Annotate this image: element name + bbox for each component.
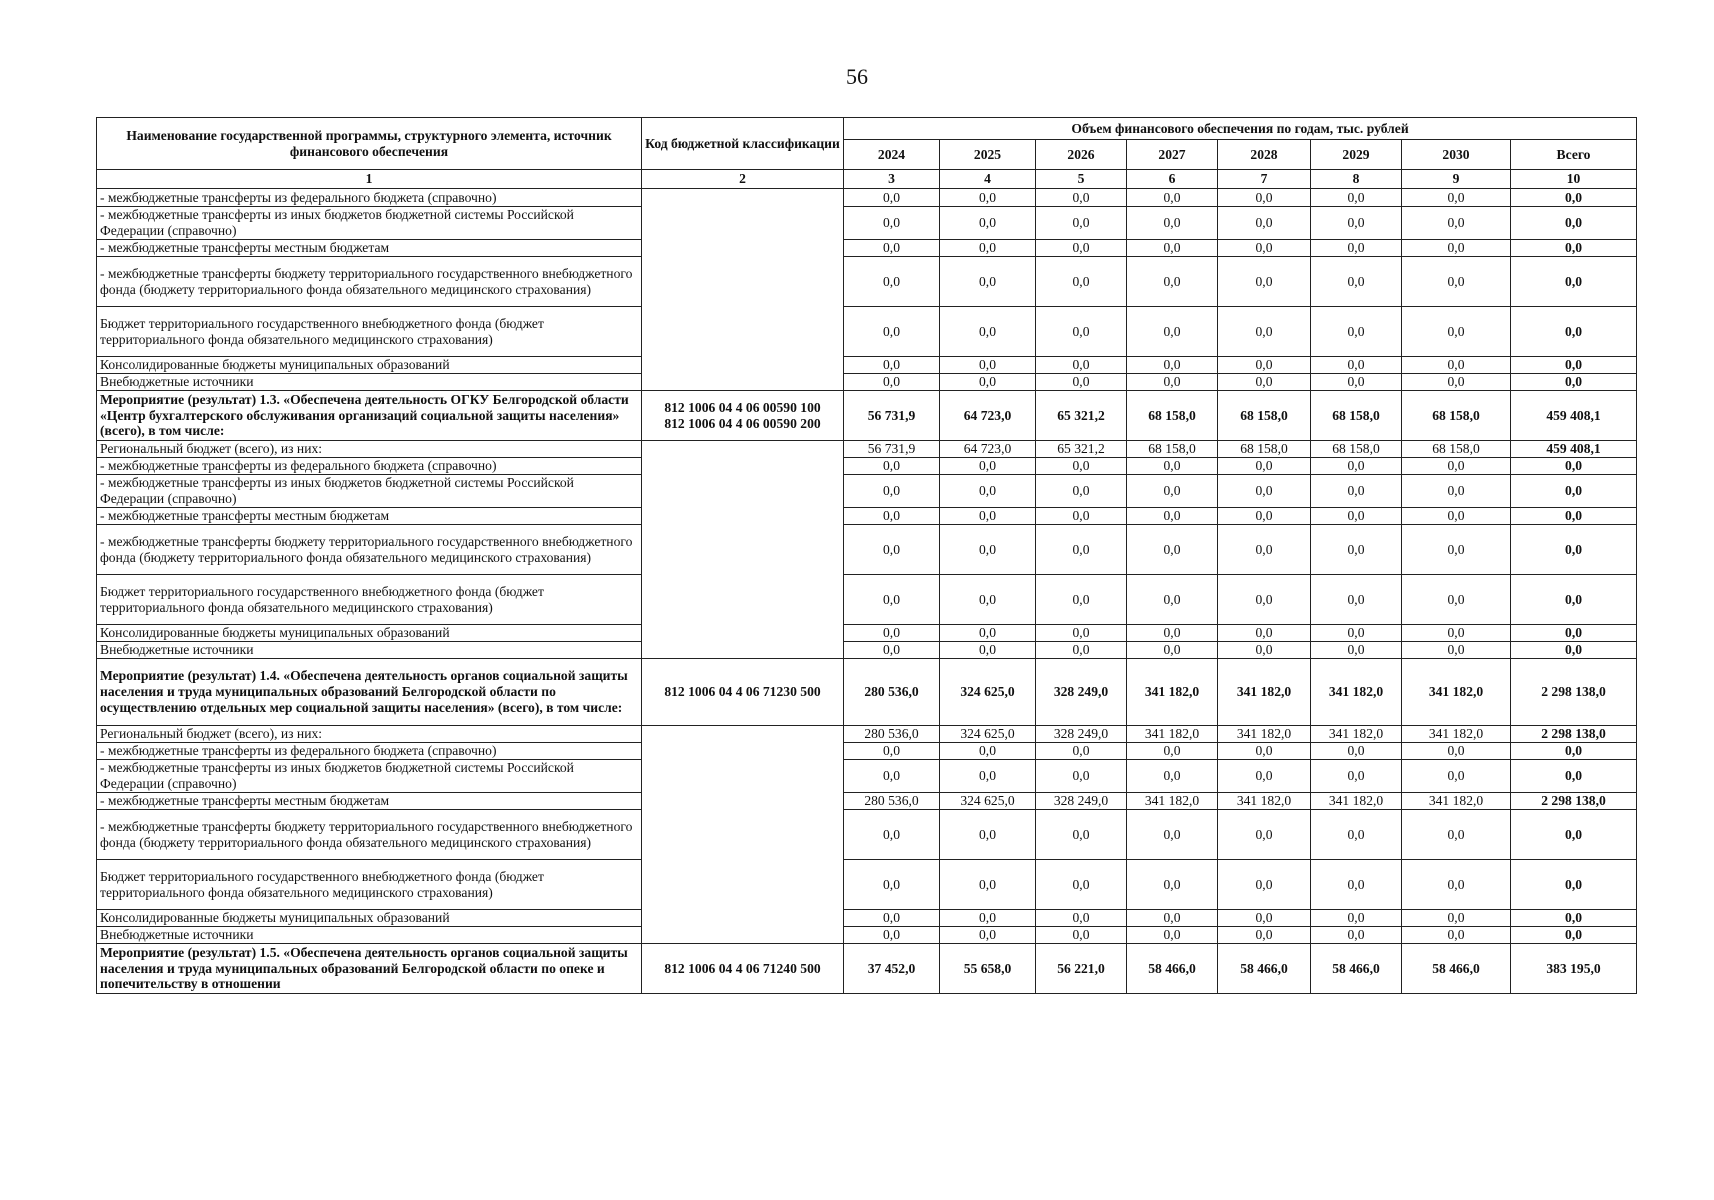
year-value-2026: 0,0 — [1036, 458, 1127, 475]
budget-code — [642, 726, 844, 944]
year-value-2026: 0,0 — [1036, 307, 1127, 357]
year-value-2030: 0,0 — [1402, 927, 1511, 944]
year-value-2024: 0,0 — [844, 810, 940, 860]
year-value-2024: 0,0 — [844, 508, 940, 525]
row-name: Мероприятие (результат) 1.3. «Обеспечена деятельность ОГКУ Белгородской области «Центр бухгалтерского обслуживания организаций социальной защиты населения» (всего), в том числе: — [97, 391, 642, 441]
year-value-2030: 0,0 — [1402, 207, 1511, 240]
year-value-2029: 341 182,0 — [1311, 659, 1402, 726]
header-year: 2024 — [844, 140, 940, 170]
row-name: Внебюджетные источники — [97, 642, 642, 659]
year-value-2028: 0,0 — [1218, 189, 1311, 207]
year-value-2027: 341 182,0 — [1127, 793, 1218, 810]
year-value-2029: 0,0 — [1311, 257, 1402, 307]
table-row — [97, 760, 1637, 793]
budget-code — [642, 189, 844, 391]
year-value-2028: 0,0 — [1218, 625, 1311, 642]
year-value-2027: 0,0 — [1127, 743, 1218, 760]
year-value-2026: 0,0 — [1036, 910, 1127, 927]
year-value-2026: 0,0 — [1036, 625, 1127, 642]
year-value-2025: 0,0 — [940, 458, 1036, 475]
year-value-2025: 64 723,0 — [940, 391, 1036, 441]
total-value: 0,0 — [1511, 910, 1637, 927]
year-value-2028: 0,0 — [1218, 910, 1311, 927]
header-volume: Объем финансового обеспечения по годам, тыс. рублей — [844, 118, 1637, 140]
header-year: 2026 — [1036, 140, 1127, 170]
year-value-2025: 55 658,0 — [940, 944, 1036, 994]
year-value-2028: 341 182,0 — [1218, 726, 1311, 743]
year-value-2026: 56 221,0 — [1036, 944, 1127, 994]
table-row — [97, 575, 1637, 625]
year-value-2024: 37 452,0 — [844, 944, 940, 994]
header-year: 2028 — [1218, 140, 1311, 170]
total-value: 0,0 — [1511, 508, 1637, 525]
year-value-2028: 0,0 — [1218, 307, 1311, 357]
year-value-2029: 0,0 — [1311, 240, 1402, 257]
year-value-2027: 0,0 — [1127, 508, 1218, 525]
year-value-2029: 341 182,0 — [1311, 793, 1402, 810]
budget-code: 812 1006 04 4 06 00590 100 812 1006 04 4 06 00590 200 — [642, 391, 844, 441]
year-value-2028: 0,0 — [1218, 508, 1311, 525]
column-index-row — [97, 170, 1637, 189]
year-value-2030: 341 182,0 — [1402, 793, 1511, 810]
year-value-2027: 0,0 — [1127, 810, 1218, 860]
year-value-2029: 0,0 — [1311, 625, 1402, 642]
year-value-2026: 0,0 — [1036, 760, 1127, 793]
year-value-2025: 0,0 — [940, 760, 1036, 793]
year-value-2027: 341 182,0 — [1127, 659, 1218, 726]
year-value-2024: 0,0 — [844, 458, 940, 475]
header-code: Код бюджетной классификации — [642, 118, 844, 170]
year-value-2028: 341 182,0 — [1218, 659, 1311, 726]
year-value-2029: 341 182,0 — [1311, 726, 1402, 743]
year-value-2024: 0,0 — [844, 189, 940, 207]
total-value: 0,0 — [1511, 810, 1637, 860]
year-value-2029: 0,0 — [1311, 207, 1402, 240]
year-value-2027: 341 182,0 — [1127, 726, 1218, 743]
year-value-2030: 0,0 — [1402, 860, 1511, 910]
year-value-2030: 0,0 — [1402, 810, 1511, 860]
year-value-2026: 328 249,0 — [1036, 793, 1127, 810]
year-value-2025: 0,0 — [940, 207, 1036, 240]
year-value-2030: 0,0 — [1402, 357, 1511, 374]
table-row — [97, 625, 1637, 642]
budget-code: 812 1006 04 4 06 71240 500 — [642, 944, 844, 994]
year-value-2024: 280 536,0 — [844, 659, 940, 726]
total-value: 0,0 — [1511, 575, 1637, 625]
year-value-2030: 0,0 — [1402, 910, 1511, 927]
year-value-2030: 0,0 — [1402, 374, 1511, 391]
year-value-2025: 0,0 — [940, 525, 1036, 575]
table-row — [97, 860, 1637, 910]
column-index: 2 — [642, 170, 844, 189]
year-value-2027: 0,0 — [1127, 189, 1218, 207]
budget-code — [642, 441, 844, 659]
total-value: 0,0 — [1511, 257, 1637, 307]
table-row — [97, 659, 1637, 726]
row-name: Внебюджетные источники — [97, 927, 642, 944]
year-value-2024: 56 731,9 — [844, 391, 940, 441]
year-value-2028: 0,0 — [1218, 357, 1311, 374]
year-value-2027: 58 466,0 — [1127, 944, 1218, 994]
year-value-2026: 0,0 — [1036, 810, 1127, 860]
total-value: 0,0 — [1511, 760, 1637, 793]
year-value-2025: 0,0 — [940, 575, 1036, 625]
row-name: - межбюджетные трансферты бюджету территориального государственного внебюджетного фонда (бюджету территориального фонда обязательного медицинского страхования) — [97, 525, 642, 575]
total-value: 0,0 — [1511, 525, 1637, 575]
row-name: - межбюджетные трансферты из федерального бюджета (справочно) — [97, 189, 642, 207]
year-value-2026: 0,0 — [1036, 207, 1127, 240]
year-value-2029: 0,0 — [1311, 357, 1402, 374]
year-value-2024: 0,0 — [844, 207, 940, 240]
total-value: 0,0 — [1511, 927, 1637, 944]
year-value-2026: 0,0 — [1036, 743, 1127, 760]
table-row — [97, 508, 1637, 525]
year-value-2024: 0,0 — [844, 927, 940, 944]
year-value-2026: 0,0 — [1036, 508, 1127, 525]
column-index: 5 — [1036, 170, 1127, 189]
year-value-2025: 0,0 — [940, 642, 1036, 659]
total-value: 383 195,0 — [1511, 944, 1637, 994]
row-name: - межбюджетные трансферты бюджету территориального государственного внебюджетного фонда (бюджету территориального фонда обязательного медицинского страхования) — [97, 257, 642, 307]
year-value-2026: 0,0 — [1036, 357, 1127, 374]
year-value-2024: 0,0 — [844, 743, 940, 760]
year-value-2029: 0,0 — [1311, 374, 1402, 391]
header-year: 2030 — [1402, 140, 1511, 170]
year-value-2025: 0,0 — [940, 374, 1036, 391]
row-name: - межбюджетные трансферты из федерального бюджета (справочно) — [97, 458, 642, 475]
year-value-2025: 0,0 — [940, 625, 1036, 642]
header-year: 2027 — [1127, 140, 1218, 170]
year-value-2030: 0,0 — [1402, 307, 1511, 357]
year-value-2026: 0,0 — [1036, 257, 1127, 307]
table-row — [97, 944, 1637, 994]
year-value-2029: 0,0 — [1311, 189, 1402, 207]
year-value-2029: 0,0 — [1311, 927, 1402, 944]
year-value-2030: 0,0 — [1402, 525, 1511, 575]
row-name: Бюджет территориального государственного внебюджетного фонда (бюджет территориального фонда обязательного медицинского страхования) — [97, 860, 642, 910]
year-value-2025: 0,0 — [940, 810, 1036, 860]
column-index: 7 — [1218, 170, 1311, 189]
financing-table — [96, 117, 1637, 994]
year-value-2030: 0,0 — [1402, 743, 1511, 760]
year-value-2030: 0,0 — [1402, 508, 1511, 525]
column-index: 6 — [1127, 170, 1218, 189]
year-value-2027: 0,0 — [1127, 207, 1218, 240]
table-row — [97, 743, 1637, 760]
total-value: 0,0 — [1511, 207, 1637, 240]
row-name: - межбюджетные трансферты из иных бюджетов бюджетной системы Российской Федерации (справочно) — [97, 760, 642, 793]
year-value-2026: 0,0 — [1036, 860, 1127, 910]
total-value: 2 298 138,0 — [1511, 659, 1637, 726]
year-value-2025: 0,0 — [940, 189, 1036, 207]
year-value-2024: 0,0 — [844, 910, 940, 927]
row-name: Внебюджетные источники — [97, 374, 642, 391]
row-name: - межбюджетные трансферты бюджету территориального государственного внебюджетного фонда (бюджету территориального фонда обязательного медицинского страхования) — [97, 810, 642, 860]
row-name: - межбюджетные трансферты из иных бюджетов бюджетной системы Российской Федерации (справочно) — [97, 475, 642, 508]
year-value-2029: 68 158,0 — [1311, 391, 1402, 441]
year-value-2025: 0,0 — [940, 860, 1036, 910]
year-value-2029: 0,0 — [1311, 307, 1402, 357]
year-value-2024: 0,0 — [844, 760, 940, 793]
year-value-2024: 0,0 — [844, 240, 940, 257]
year-value-2029: 0,0 — [1311, 575, 1402, 625]
year-value-2027: 0,0 — [1127, 625, 1218, 642]
year-value-2030: 0,0 — [1402, 240, 1511, 257]
year-value-2024: 0,0 — [844, 374, 940, 391]
year-value-2025: 0,0 — [940, 357, 1036, 374]
year-value-2028: 0,0 — [1218, 927, 1311, 944]
row-name: - межбюджетные трансферты из иных бюджетов бюджетной системы Российской Федерации (справочно) — [97, 207, 642, 240]
total-value: 0,0 — [1511, 458, 1637, 475]
year-value-2027: 0,0 — [1127, 257, 1218, 307]
year-value-2030: 0,0 — [1402, 642, 1511, 659]
row-name: - межбюджетные трансферты местным бюджетам — [97, 793, 642, 810]
year-value-2030: 0,0 — [1402, 189, 1511, 207]
year-value-2027: 0,0 — [1127, 357, 1218, 374]
column-index: 1 — [97, 170, 642, 189]
year-value-2027: 0,0 — [1127, 927, 1218, 944]
year-value-2030: 68 158,0 — [1402, 391, 1511, 441]
row-name: Региональный бюджет (всего), из них: — [97, 726, 642, 743]
year-value-2028: 0,0 — [1218, 760, 1311, 793]
year-value-2030: 68 158,0 — [1402, 441, 1511, 458]
year-value-2026: 65 321,2 — [1036, 441, 1127, 458]
column-index: 3 — [844, 170, 940, 189]
row-name: Консолидированные бюджеты муниципальных образований — [97, 357, 642, 374]
row-name: - межбюджетные трансферты местным бюджетам — [97, 508, 642, 525]
row-name: Бюджет территориального государственного внебюджетного фонда (бюджет территориального фонда обязательного медицинского страхования) — [97, 575, 642, 625]
table-row — [97, 458, 1637, 475]
table-row — [97, 441, 1637, 458]
year-value-2024: 0,0 — [844, 860, 940, 910]
year-value-2028: 68 158,0 — [1218, 391, 1311, 441]
table-row — [97, 927, 1637, 944]
year-value-2028: 68 158,0 — [1218, 441, 1311, 458]
column-index: 8 — [1311, 170, 1402, 189]
year-value-2029: 0,0 — [1311, 760, 1402, 793]
table-row — [97, 475, 1637, 508]
year-value-2026: 328 249,0 — [1036, 726, 1127, 743]
row-name: Консолидированные бюджеты муниципальных образований — [97, 910, 642, 927]
total-value: 0,0 — [1511, 860, 1637, 910]
year-value-2024: 0,0 — [844, 257, 940, 307]
table-row — [97, 525, 1637, 575]
year-value-2028: 0,0 — [1218, 860, 1311, 910]
year-value-2030: 0,0 — [1402, 760, 1511, 793]
page-number: 56 — [846, 64, 868, 89]
year-value-2029: 68 158,0 — [1311, 441, 1402, 458]
year-value-2024: 0,0 — [844, 625, 940, 642]
year-value-2028: 0,0 — [1218, 575, 1311, 625]
year-value-2026: 0,0 — [1036, 642, 1127, 659]
year-value-2025: 0,0 — [940, 257, 1036, 307]
year-value-2028: 0,0 — [1218, 374, 1311, 391]
year-value-2025: 324 625,0 — [940, 726, 1036, 743]
total-value: 0,0 — [1511, 475, 1637, 508]
table-row — [97, 357, 1637, 374]
header-total: Всего — [1511, 140, 1637, 170]
year-value-2026: 328 249,0 — [1036, 659, 1127, 726]
year-value-2026: 0,0 — [1036, 575, 1127, 625]
total-value: 459 408,1 — [1511, 391, 1637, 441]
year-value-2030: 341 182,0 — [1402, 659, 1511, 726]
year-value-2024: 56 731,9 — [844, 441, 940, 458]
row-name: - межбюджетные трансферты из федерального бюджета (справочно) — [97, 743, 642, 760]
header-year: 2025 — [940, 140, 1036, 170]
total-value: 0,0 — [1511, 307, 1637, 357]
table-row — [97, 207, 1637, 240]
year-value-2027: 0,0 — [1127, 642, 1218, 659]
year-value-2025: 0,0 — [940, 240, 1036, 257]
year-value-2025: 0,0 — [940, 927, 1036, 944]
year-value-2029: 0,0 — [1311, 642, 1402, 659]
year-value-2028: 0,0 — [1218, 458, 1311, 475]
header-name: Наименование государственной программы, структурного элемента, источник финансового обеспечения — [97, 118, 642, 170]
total-value: 0,0 — [1511, 240, 1637, 257]
year-value-2028: 341 182,0 — [1218, 793, 1311, 810]
year-value-2025: 0,0 — [940, 743, 1036, 760]
column-index: 10 — [1511, 170, 1637, 189]
year-value-2028: 0,0 — [1218, 525, 1311, 575]
table-row — [97, 374, 1637, 391]
total-value: 0,0 — [1511, 642, 1637, 659]
year-value-2028: 0,0 — [1218, 810, 1311, 860]
year-value-2026: 0,0 — [1036, 927, 1127, 944]
year-value-2026: 0,0 — [1036, 374, 1127, 391]
year-value-2027: 0,0 — [1127, 307, 1218, 357]
year-value-2027: 0,0 — [1127, 910, 1218, 927]
year-value-2029: 0,0 — [1311, 525, 1402, 575]
year-value-2026: 0,0 — [1036, 475, 1127, 508]
year-value-2029: 0,0 — [1311, 743, 1402, 760]
table-row — [97, 240, 1637, 257]
total-value: 0,0 — [1511, 374, 1637, 391]
row-name: Мероприятие (результат) 1.4. «Обеспечена деятельность органов социальной защиты населения и труда муниципальных образований Белгородской области по осуществлению отдельных мер социальной защиты населения» (всего), в том числе: — [97, 659, 642, 726]
table-row — [97, 257, 1637, 307]
year-value-2024: 280 536,0 — [844, 793, 940, 810]
year-value-2030: 0,0 — [1402, 625, 1511, 642]
year-value-2028: 0,0 — [1218, 257, 1311, 307]
year-value-2028: 0,0 — [1218, 240, 1311, 257]
table-row — [97, 189, 1637, 207]
table-row — [97, 910, 1637, 927]
year-value-2030: 0,0 — [1402, 458, 1511, 475]
year-value-2029: 0,0 — [1311, 860, 1402, 910]
year-value-2028: 0,0 — [1218, 642, 1311, 659]
column-index: 4 — [940, 170, 1036, 189]
year-value-2024: 0,0 — [844, 357, 940, 374]
total-value: 459 408,1 — [1511, 441, 1637, 458]
year-value-2029: 0,0 — [1311, 910, 1402, 927]
year-value-2025: 0,0 — [940, 910, 1036, 927]
year-value-2028: 58 466,0 — [1218, 944, 1311, 994]
year-value-2025: 324 625,0 — [940, 793, 1036, 810]
year-value-2029: 0,0 — [1311, 475, 1402, 508]
year-value-2025: 0,0 — [940, 508, 1036, 525]
row-name: Региональный бюджет (всего), из них: — [97, 441, 642, 458]
year-value-2025: 64 723,0 — [940, 441, 1036, 458]
year-value-2030: 341 182,0 — [1402, 726, 1511, 743]
year-value-2025: 0,0 — [940, 475, 1036, 508]
year-value-2026: 65 321,2 — [1036, 391, 1127, 441]
total-value: 0,0 — [1511, 357, 1637, 374]
row-name: Мероприятие (результат) 1.5. «Обеспечена деятельность органов социальной защиты населения и труда муниципальных образований Белгородской области по опеке и попечительству в отношении — [97, 944, 642, 994]
year-value-2024: 280 536,0 — [844, 726, 940, 743]
year-value-2030: 58 466,0 — [1402, 944, 1511, 994]
year-value-2028: 0,0 — [1218, 743, 1311, 760]
table-row — [97, 810, 1637, 860]
column-index: 9 — [1402, 170, 1511, 189]
year-value-2024: 0,0 — [844, 642, 940, 659]
year-value-2030: 0,0 — [1402, 257, 1511, 307]
year-value-2029: 0,0 — [1311, 458, 1402, 475]
year-value-2027: 0,0 — [1127, 240, 1218, 257]
year-value-2024: 0,0 — [844, 307, 940, 357]
year-value-2024: 0,0 — [844, 525, 940, 575]
row-name: Консолидированные бюджеты муниципальных образований — [97, 625, 642, 642]
year-value-2025: 324 625,0 — [940, 659, 1036, 726]
year-value-2030: 0,0 — [1402, 575, 1511, 625]
year-value-2026: 0,0 — [1036, 240, 1127, 257]
year-value-2029: 0,0 — [1311, 508, 1402, 525]
budget-code: 812 1006 04 4 06 71230 500 — [642, 659, 844, 726]
year-value-2027: 68 158,0 — [1127, 441, 1218, 458]
year-value-2027: 0,0 — [1127, 525, 1218, 575]
table-row — [97, 793, 1637, 810]
year-value-2027: 0,0 — [1127, 575, 1218, 625]
year-value-2027: 0,0 — [1127, 475, 1218, 508]
table-row — [97, 642, 1637, 659]
table-row — [97, 307, 1637, 357]
total-value: 2 298 138,0 — [1511, 726, 1637, 743]
header-year: 2029 — [1311, 140, 1402, 170]
year-value-2025: 0,0 — [940, 307, 1036, 357]
year-value-2024: 0,0 — [844, 475, 940, 508]
year-value-2027: 0,0 — [1127, 860, 1218, 910]
year-value-2027: 0,0 — [1127, 760, 1218, 793]
year-value-2027: 0,0 — [1127, 374, 1218, 391]
year-value-2026: 0,0 — [1036, 525, 1127, 575]
table-row — [97, 726, 1637, 743]
year-value-2028: 0,0 — [1218, 207, 1311, 240]
total-value: 0,0 — [1511, 625, 1637, 642]
year-value-2030: 0,0 — [1402, 475, 1511, 508]
row-name: Бюджет территориального государственного внебюджетного фонда (бюджет территориального фонда обязательного медицинского страхования) — [97, 307, 642, 357]
total-value: 2 298 138,0 — [1511, 793, 1637, 810]
year-value-2029: 0,0 — [1311, 810, 1402, 860]
year-value-2024: 0,0 — [844, 575, 940, 625]
total-value: 0,0 — [1511, 189, 1637, 207]
year-value-2026: 0,0 — [1036, 189, 1127, 207]
year-value-2028: 0,0 — [1218, 475, 1311, 508]
total-value: 0,0 — [1511, 743, 1637, 760]
table-body — [97, 189, 1637, 994]
year-value-2029: 58 466,0 — [1311, 944, 1402, 994]
table-row — [97, 391, 1637, 441]
year-value-2027: 0,0 — [1127, 458, 1218, 475]
row-name: - межбюджетные трансферты местным бюджетам — [97, 240, 642, 257]
year-value-2027: 68 158,0 — [1127, 391, 1218, 441]
